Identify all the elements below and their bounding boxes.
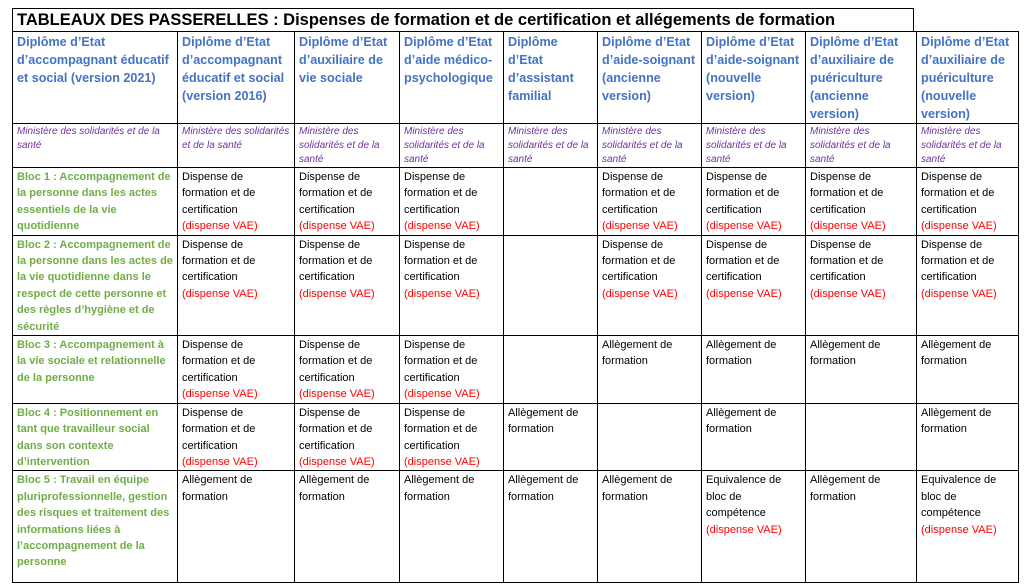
cell-text: Dispense de formation et de certification [602,171,676,216]
cell-text: Allègement de formation [810,474,881,503]
header-row [13,32,1019,124]
table-cell [702,471,806,583]
ministry-label: Ministère des solidarités et de la santé [504,124,598,168]
cell-text: Dispense de formation et de certification [810,171,884,216]
cell-text: Dispense de formation et de certification [602,238,676,284]
table-cell [806,168,917,236]
vae-note: (dispense VAE) [404,220,480,233]
vae-note: (dispense VAE) [182,220,258,233]
ministry-label: Ministère des solidarités et de la santé [13,124,178,168]
cell-text: Dispense de formation et de certification [404,238,478,284]
table-cell [702,403,806,471]
table-cell [178,471,295,583]
cell-text: Dispense de formation et de certification [404,406,478,452]
vae-note: (dispense VAE) [404,388,480,401]
vae-note: (dispense VAE) [602,287,678,300]
vae-note: (dispense VAE) [299,388,375,401]
cell-text: Equivalence de bloc de compétence [921,474,997,520]
ministry-label: Ministère des solidarités et de la santé [917,124,1019,168]
table-cell [178,403,295,471]
table-title: TABLEAUX DES PASSERELLES : Dispenses de formation et de certification et allégements de formation [12,8,914,32]
cell-text: Dispense de formation et de certification [921,238,995,284]
vae-note: (dispense VAE) [921,523,997,536]
bloc-label: Bloc 1 : Accompagnement de la personne dans les actes essentiels de la vie quotidienne [13,168,178,236]
table-cell [917,471,1019,583]
table-cell [504,403,598,471]
vae-note: (dispense VAE) [299,287,375,300]
vae-note: (dispense VAE) [706,220,782,233]
table-cell [295,403,400,471]
vae-note: (dispense VAE) [182,287,258,300]
cell-text: Dispense de formation et de certification [299,406,373,452]
table-cell [504,336,598,404]
vae-note: (dispense VAE) [921,287,997,300]
table-row [13,168,1019,236]
cell-text: Dispense de formation et de certification [921,171,995,216]
table-cell [295,471,400,583]
cell-text: Dispense de formation et de certification [182,339,256,384]
column-header: Diplôme d’Etat d’auxiliaire de puériculture (ancienne version) [806,32,917,124]
table-cell [598,235,702,335]
cell-text: Allègement de formation [921,406,992,436]
table-cell [400,471,504,583]
passerelles-table [12,31,1019,583]
column-header: Diplôme d’Etat d’assistant familial [504,32,598,124]
cell-text: Allègement de formation [706,339,777,368]
vae-note: (dispense VAE) [602,220,678,233]
column-header: Diplôme d’Etat d’aide-soignant (ancienne version) [598,32,702,124]
ministry-label: Ministère des solidarités et de la santé [400,124,504,168]
table-cell [917,403,1019,471]
table-row [13,403,1019,471]
vae-note: (dispense VAE) [182,455,258,468]
table-cell [702,168,806,236]
table-cell [806,235,917,335]
ministry-label: Ministère des solidarités et de la santé [178,124,295,168]
cell-text: Allègement de formation [602,474,673,503]
table-cell [400,235,504,335]
table-cell [917,168,1019,236]
column-header: Diplôme d’Etat d’aide-soignant (nouvelle version) [702,32,806,124]
table-cell [295,235,400,335]
table-cell [295,168,400,236]
cell-text: Dispense de formation et de certification [182,171,256,216]
ministry-row [13,124,1019,168]
column-header: Diplôme d’Etat d’aide médico-psychologique [400,32,504,124]
bloc-label: Bloc 5 : Travail en équipe pluriprofessionnelle, gestion des risques et traitement des informations liées à l’accompagnement de la personne [13,471,178,583]
table-cell [806,336,917,404]
bloc-rows [13,168,1019,583]
table-cell [598,336,702,404]
table-cell [400,336,504,404]
vae-note: (dispense VAE) [810,287,886,300]
vae-note: (dispense VAE) [404,455,480,468]
cell-text: Allègement de formation [602,339,673,368]
vae-note: (dispense VAE) [299,455,375,468]
table-cell [917,336,1019,404]
ministry-label: Ministère des solidarités et de la santé [295,124,400,168]
cell-text: Dispense de formation et de certification [706,238,780,284]
table-cell [504,235,598,335]
cell-text: Dispense de formation et de certification [182,238,256,284]
cell-text: Allègement de formation [810,339,881,368]
table-cell [178,235,295,335]
cell-text: Allègement de formation [508,406,579,436]
cell-text: Dispense de formation et de certification [404,339,478,384]
cell-text: Dispense de formation et de certification [182,406,256,452]
cell-text: Dispense de formation et de certification [299,171,373,216]
cell-text: Allègement de formation [706,406,777,436]
table-row [13,336,1019,404]
vae-note: (dispense VAE) [921,220,997,233]
bloc-label: Bloc 2 : Accompagnement de la personne dans les actes de la vie quotidienne dans le respect de cette personne et des règles d’hygiène et de sécurité [13,235,178,335]
cell-text: Dispense de formation et de certification [299,238,373,284]
table-cell [178,168,295,236]
table-cell [400,403,504,471]
vae-note: (dispense VAE) [182,388,258,401]
ministry-label: Ministère des solidarités et de la santé [702,124,806,168]
table-row [13,471,1019,583]
cell-text: Allègement de formation [299,474,370,503]
cell-text: Dispense de formation et de certification [706,171,780,216]
cell-text: Allègement de formation [921,339,992,368]
cell-text: Equivalence de bloc de compétence [706,474,782,520]
column-header: Diplôme d’Etat d’auxiliaire de vie sociale [295,32,400,124]
table-cell [702,235,806,335]
table-cell [504,168,598,236]
table-cell [295,336,400,404]
vae-note: (dispense VAE) [706,523,782,536]
table-cell [598,403,702,471]
ministry-label: Ministère des solidarités et de la santé [598,124,702,168]
ministry-label: Ministère des solidarités et de la santé [806,124,917,168]
table-cell [598,168,702,236]
table-cell [504,471,598,583]
cell-text: Allègement de formation [182,474,253,503]
table-cell [178,336,295,404]
column-header: Diplôme d’Etat d’auxiliaire de puériculture (nouvelle version) [917,32,1019,124]
vae-note: (dispense VAE) [810,220,886,233]
vae-note: (dispense VAE) [706,287,782,300]
cell-text: Dispense de formation et de certification [810,238,884,284]
bloc-label: Bloc 4 : Positionnement en tant que travailleur social dans son contexte d’intervention [13,403,178,471]
cell-text: Dispense de formation et de certification [404,171,478,216]
column-header: Diplôme d’Etat d’accompagnant éducatif et social (version 2016) [178,32,295,124]
cell-text: Allègement de formation [404,474,475,503]
table-cell [806,403,917,471]
table-cell [917,235,1019,335]
cell-text: Allègement de formation [508,474,579,503]
vae-note: (dispense VAE) [404,287,480,300]
cell-text: Dispense de formation et de certification [299,339,373,384]
bloc-label: Bloc 3 : Accompagnement à la vie sociale et relationnelle de la personne [13,336,178,404]
column-header: Diplôme d’Etat d’accompagnant éducatif et social (version 2021) [13,32,178,124]
table-cell [598,471,702,583]
table-cell [806,471,917,583]
table-cell [702,336,806,404]
table-row [13,235,1019,335]
table-cell [400,168,504,236]
vae-note: (dispense VAE) [299,220,375,233]
